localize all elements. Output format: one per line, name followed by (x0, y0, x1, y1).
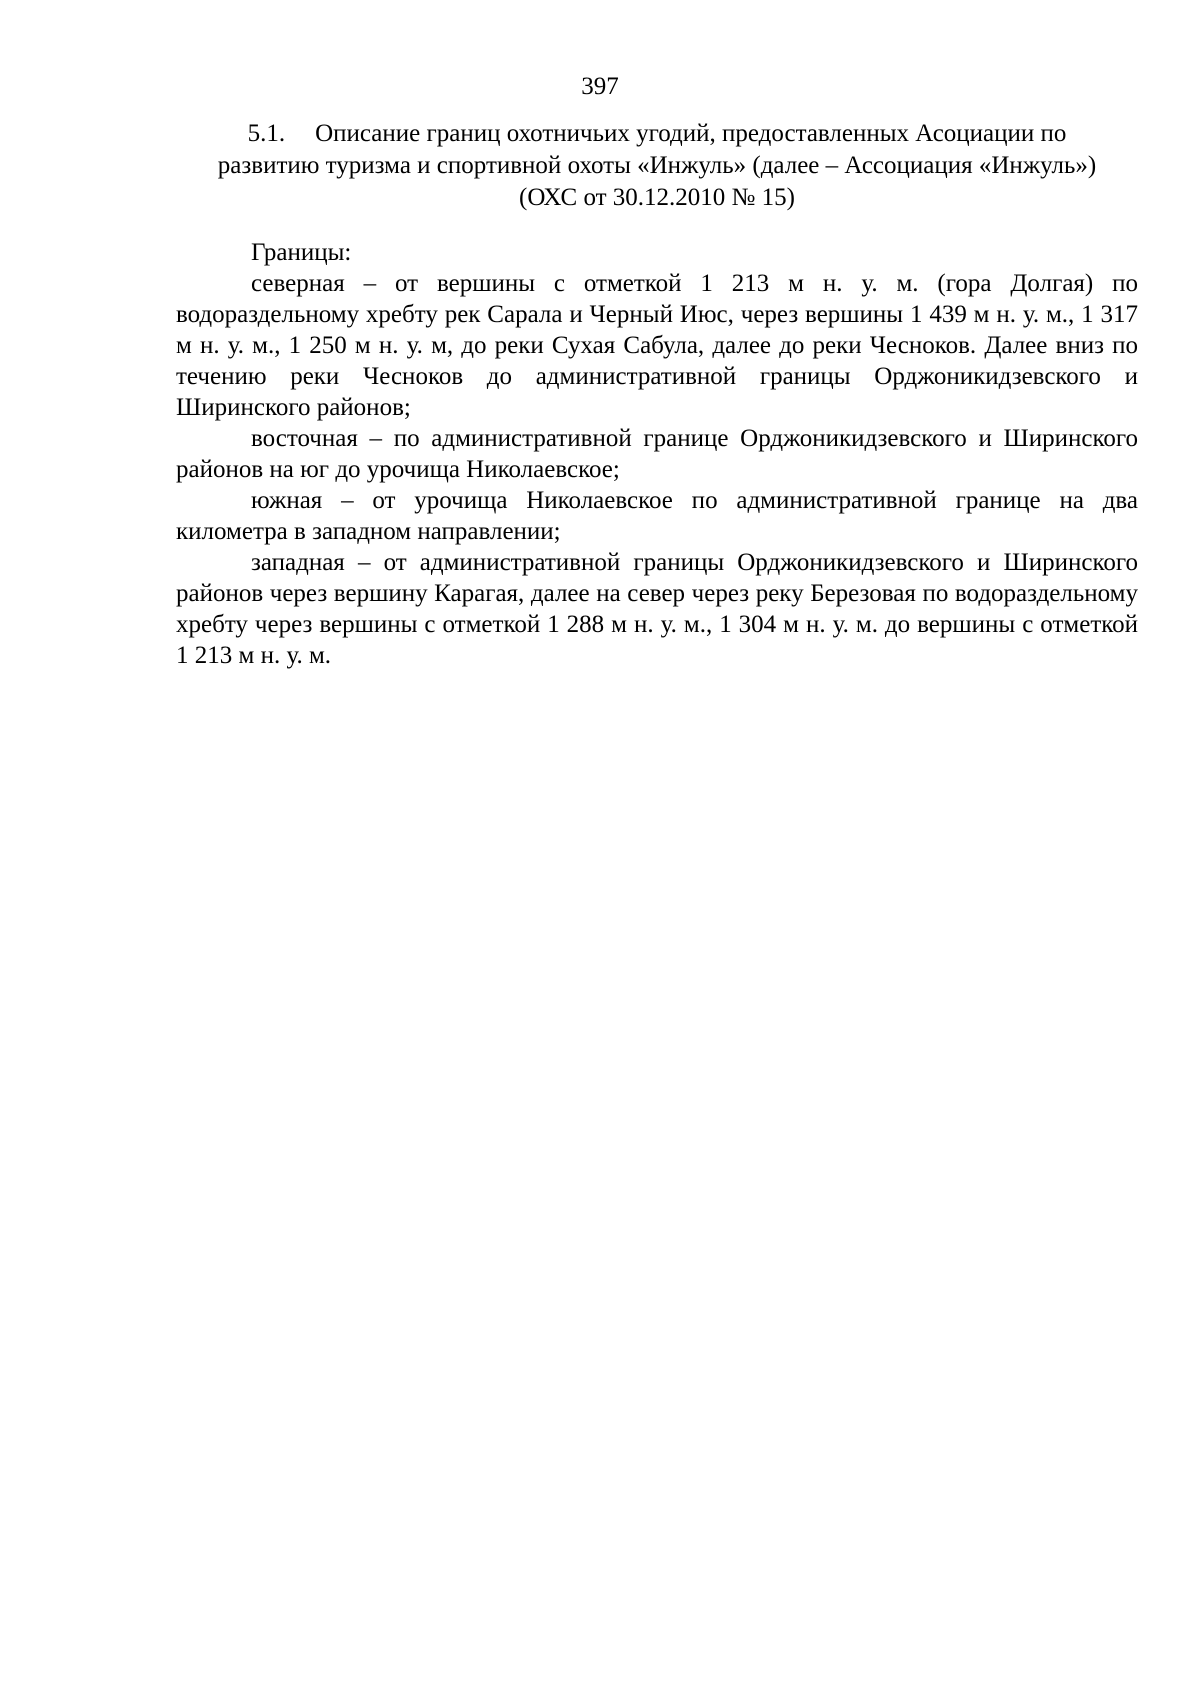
boundary-south: южная – от урочища Николаевское по административной границе на два километра в западном направлении; (176, 487, 1138, 545)
section-number: 5.1. (247, 120, 286, 147)
boundaries-label: Границы: (251, 239, 352, 266)
heading-line-3: (ОХС от 30.12.2010 № 15) (519, 184, 795, 211)
boundary-north: северная – от вершины с отметкой 1 213 м н. у. м. (гора Долгая) по водораздельному хребту рек Сарала и Черный Июс, через вершины 1 439 м н. у. м., 1 317 м н. у. м., 1 250 м н. у. м, до реки Сухая Сабула, далее до реки Чесноков. Далее вниз по течению реки Чесноков до административной границы Орджоникидзевского и Ширинского районов; (176, 270, 1138, 421)
section-heading (176, 118, 1138, 214)
page-number: 397 (581, 73, 619, 100)
boundaries-section (176, 237, 1138, 671)
heading-line-2: развитию туризма и спортивной охоты «Инжуль» (далее – Ассоциация «Инжуль») (217, 152, 1097, 179)
boundary-east: восточная – по административной границе Орджоникидзевского и Ширинского районов на юг до урочища Николаевское; (176, 425, 1138, 483)
heading-line-1-text: Описание границ охотничьих угодий, предоставленных Асоциации по (315, 120, 1067, 147)
heading-line-1 (176, 118, 1138, 150)
boundary-west: западная – от административной границы Орджоникидзевского и Ширинского районов через вершину Карагая, далее на север через реку Березовая по водораздельному хребту через вершины с отметкой 1 288 м н. у. м., 1 304 м н. у. м. до вершины с отметкой 1 213 м н. у. м. (176, 549, 1138, 669)
